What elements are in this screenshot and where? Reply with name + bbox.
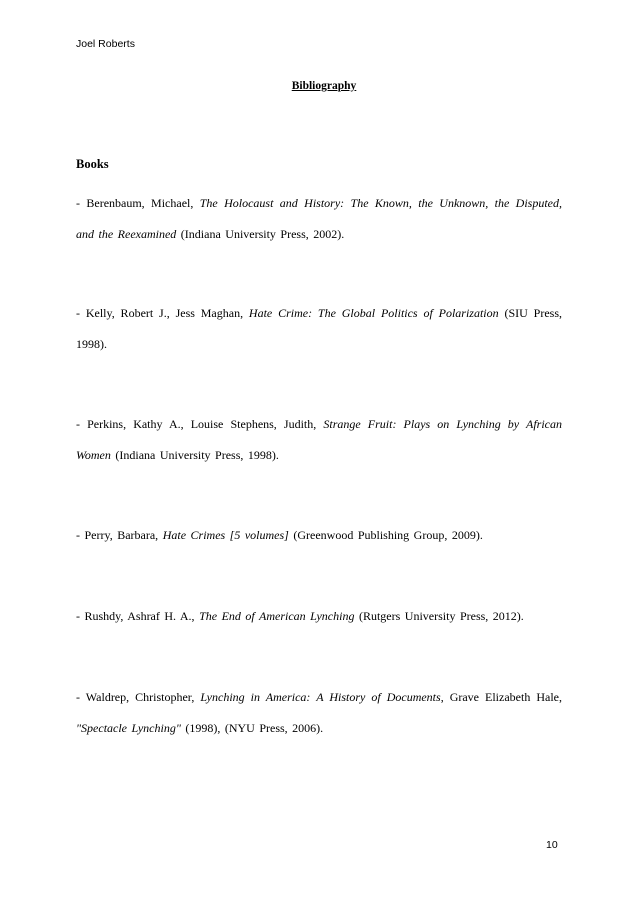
entry-author: - Rushdy, Ashraf H. A., — [76, 609, 200, 623]
bibliography-entry — [76, 188, 562, 250]
entry-publication: (Indiana University Press, 2002). — [176, 227, 345, 241]
entry-publication: (1998), (NYU Press, 2006). — [180, 721, 324, 735]
bibliography-entry — [76, 520, 562, 551]
entry-publication: (SIU Press, 1998). — [76, 306, 562, 351]
entry-title: The End of American Lynching — [199, 609, 355, 623]
entry-title: Lynching in America: A History of Documents — [200, 690, 441, 704]
entry-author: - Perkins, Kathy A., Louise Stephens, Judith, — [76, 417, 324, 431]
bibliography-entry — [76, 298, 562, 360]
entry-title: Hate Crime: The Global Politics of Polarization — [248, 306, 499, 320]
page-header-author: Joel Roberts — [76, 38, 135, 50]
entry-author: - Waldrep, Christopher, — [76, 690, 201, 704]
entry-title: Strange Fruit: Plays on Lynching by African Women — [76, 417, 563, 462]
entry-author: - Perry, Barbara, — [76, 528, 163, 542]
document-title: Bibliography — [291, 80, 357, 92]
bibliography-entry — [76, 601, 562, 632]
entry-author: - Kelly, Robert J., Jess Maghan, — [76, 306, 249, 320]
entry-publication: (Indiana University Press, 1998). — [110, 448, 279, 462]
entry-title: The Holocaust and History: The Known, the Unknown, the Disputed, and the Reexamined — [76, 196, 563, 241]
bibliography-entry — [76, 682, 562, 744]
entry-author: - Berenbaum, Michael, — [76, 196, 200, 210]
section-heading-books: Books — [76, 157, 109, 171]
entry-publication: (Greenwood Publishing Group, 2009). — [288, 528, 483, 542]
bibliography-entry — [76, 409, 562, 471]
page-number: 10 — [546, 839, 558, 851]
entry-title: Hate Crimes [5 volumes] — [162, 528, 289, 542]
entry-chapter-title: "Spectacle Lynching" — [76, 721, 181, 735]
entry-contributor: , Grave Elizabeth Hale, — [440, 690, 562, 704]
entry-publication: (Rutgers University Press, 2012). — [354, 609, 524, 623]
